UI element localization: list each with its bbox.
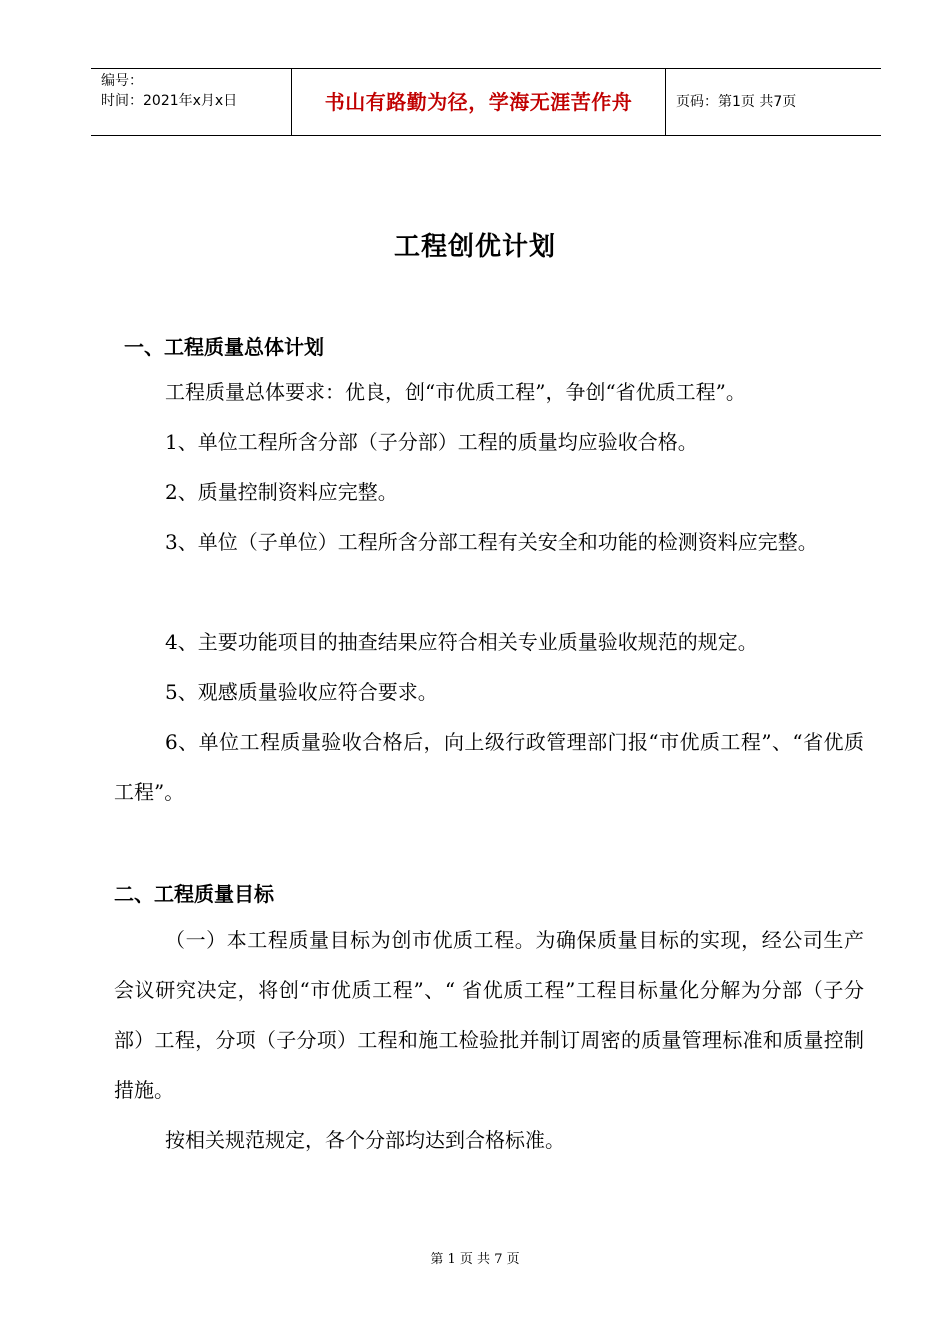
paragraph: 工程质量总体要求：优良，创“市优质工程”，争创“省优质工程”。 <box>165 380 746 404</box>
header-motto: 书山有路勤为径，学海无涯苦作舟 <box>292 69 666 135</box>
list-item: 4、主要功能项目的抽查结果应符合相关专业质量验收规范的规定。 <box>165 630 758 654</box>
list-item: 2、质量控制资料应完整。 <box>165 480 398 504</box>
document-title: 工程创优计划 <box>393 232 556 262</box>
section-heading: 二、工程质量目标 <box>114 882 274 906</box>
header-meta <box>91 69 292 135</box>
list-item: 1、单位工程所含分部（子分部）工程的质量均应验收合格。 <box>165 430 698 454</box>
document-time-label: 时间：2021年x月x日 <box>101 93 238 109</box>
section-heading: 一、工程质量总体计划 <box>124 335 324 359</box>
list-item: 6、单位工程质量验收合格后，向上级行政管理部门报“市优质工程”、“省优质工程”。 <box>114 730 864 804</box>
list-item: 5、观感质量验收应符合要求。 <box>165 680 438 704</box>
list-item: 3、单位（子单位）工程所含分部工程有关安全和功能的检测资料应完整。 <box>165 530 818 554</box>
paragraph: （一）本工程质量目标为创市优质工程。为确保质量目标的实现，经公司生产会议研究决定，将创“市优质工程”、“ 省优质工程”工程目标量化分解为分部（子分部）工程，分项（子分项）工程和施工检验批并制订周密的质量管理标准和质量控制措施。 <box>114 928 864 1102</box>
document-number-label: 编号： <box>101 73 143 89</box>
page-footer: 第 1 页 共 7 页 <box>430 1252 520 1267</box>
document-header <box>91 68 881 136</box>
paragraph: 按相关规范规定，各个分部均达到合格标准。 <box>165 1128 565 1152</box>
header-page-label: 页码：第1页 共7页 <box>676 94 797 110</box>
